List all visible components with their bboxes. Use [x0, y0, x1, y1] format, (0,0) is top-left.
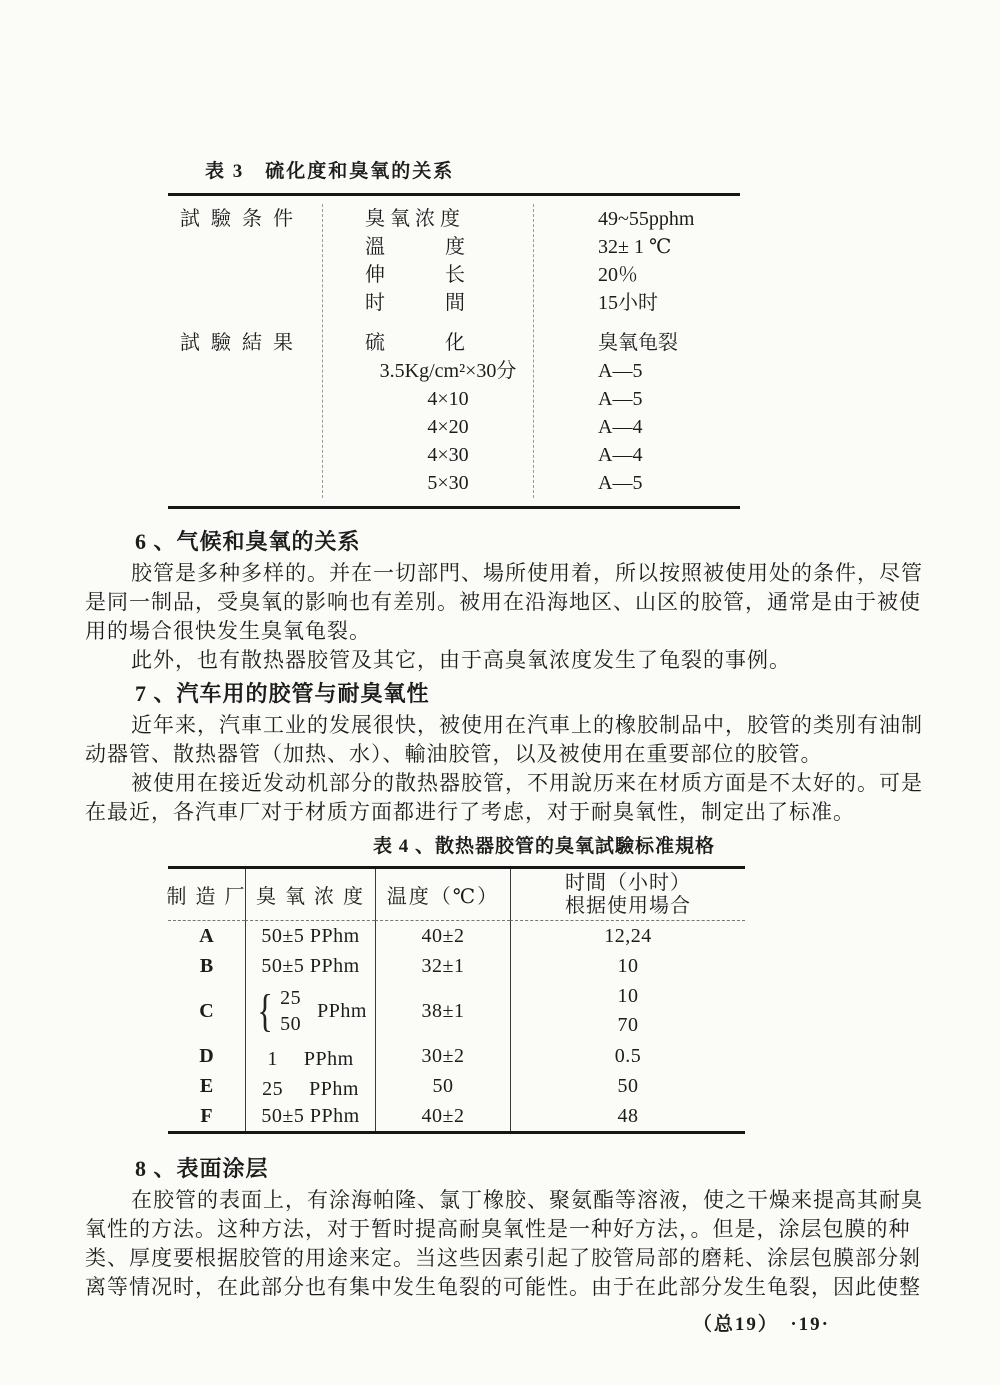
time-hours: 10	[617, 985, 639, 1007]
table3-group-results: 試 驗 結 果	[180, 332, 296, 354]
table3-parameter: 硫 化	[365, 332, 465, 354]
table3-vulcanization-condition: 3.5Kg/cm²×30分	[379, 360, 517, 382]
table4-header-row	[168, 869, 745, 921]
table4-header-time-line2: 根据使用場合	[565, 894, 691, 917]
table-row	[168, 981, 745, 1041]
time-hours: 70	[617, 1014, 639, 1036]
table3-parameter: 臭 氧 浓 度	[365, 208, 460, 230]
ozone-concentration: 50±5 PPhm	[261, 1104, 360, 1127]
table4-header-time	[565, 872, 691, 918]
table-row	[168, 951, 745, 981]
paragraph-line: 此外，也有散热器胶管及其它，由于高臭氧浓度发生了龟裂的事例。	[131, 648, 791, 672]
ozone-concentration: 50±5 PPhm	[261, 924, 360, 947]
table3-value: 臭氧龟裂	[598, 332, 678, 354]
table3-parameter: 溫 度	[365, 236, 465, 258]
paragraph-line: 被使用在接近发动机部分的散热器胶管，不用說历来在材质方面是不太好的。可是	[131, 771, 923, 795]
table-row	[168, 205, 740, 233]
factory-id: C	[199, 999, 214, 1022]
table3-caption: 表 3 硫化度和臭氧的关系	[205, 161, 455, 182]
table-row	[168, 1101, 745, 1131]
table-row	[168, 329, 740, 357]
table-row	[168, 289, 740, 317]
time-hours: 0.5	[614, 1044, 642, 1067]
table-row	[168, 357, 740, 385]
table4-body	[168, 866, 745, 1134]
brace-glyph: {	[257, 985, 273, 1036]
ozone-concentration: 1 PPhm	[267, 1047, 354, 1070]
paragraph-line: 用的場合很快发生臭氧龟裂。	[85, 619, 371, 643]
table-row	[168, 1071, 745, 1101]
paragraph-line: 近年来，汽車工业的发展很快，被使用在汽車上的橡胶制品中，胶管的类別有油制	[131, 713, 923, 737]
table3-crack-rating: A—5	[598, 388, 643, 410]
table-row	[168, 441, 740, 469]
factory-id: B	[199, 954, 214, 977]
ozone-concentration: 25	[280, 987, 302, 1009]
table4-header-concentration: 臭 氧 浓 度	[256, 886, 365, 908]
section6-paragraph	[85, 559, 960, 675]
time-hours: 12,24	[604, 924, 652, 947]
table3-crack-rating: A—5	[598, 472, 643, 494]
time-hours: 10	[617, 954, 639, 977]
table4-header-factory: 制 造 厂	[166, 886, 247, 908]
time-hours: 50	[617, 1074, 639, 1097]
section8-paragraph	[85, 1186, 960, 1302]
paragraph-line: 胶管是多种多样的。并在一切部門、場所使用着，所以按照被使用处的条件，尽管	[131, 561, 923, 585]
table3-crack-rating: A—5	[598, 360, 643, 382]
table4-header-time-line1: 时間（小时）	[565, 871, 691, 894]
paragraph-line: 类、厚度要根据胶管的用途来定。当这些因素引起了胶管局部的磨耗、涂层包膜部分剝	[85, 1246, 921, 1270]
paragraph-line: 在胶管的表面上，有涂海帕隆、氯丁橡胶、聚氨酯等溶液，使之干燥来提高其耐臭	[131, 1188, 923, 1212]
table-row	[168, 469, 740, 497]
table-row	[168, 233, 740, 261]
table3-parameter: 伸 长	[365, 264, 465, 286]
paragraph-line: 是同一制品，受臭氧的影响也有差別。被用在沿海地区、山区的胶管，通常是由于被使	[85, 590, 921, 614]
table3-crack-rating: A—4	[598, 444, 643, 466]
factory-id: A	[199, 924, 214, 947]
concentration-unit: PPhm	[317, 999, 367, 1022]
table3-value: 32± 1 ℃	[598, 236, 672, 258]
table4-caption: 表 4 、散热器胶管的臭氧試驗标准規格	[373, 836, 716, 857]
section7-paragraph	[85, 711, 960, 827]
table3-body	[168, 193, 740, 509]
ozone-concentration: 50±5 PPhm	[261, 954, 360, 977]
table3-value: 49~55pphm	[598, 208, 695, 230]
temperature: 50	[432, 1074, 454, 1097]
temperature: 40±2	[421, 1104, 465, 1127]
factory-id: F	[200, 1104, 213, 1127]
ozone-concentration: 50	[280, 1013, 302, 1035]
time-hours: 48	[617, 1104, 639, 1127]
table-row	[168, 385, 740, 413]
temperature: 30±2	[421, 1044, 465, 1067]
table-row	[168, 413, 740, 441]
page-number: （总19） ·19·	[692, 1314, 830, 1335]
ozone-concentration: 25 PPhm	[262, 1077, 359, 1100]
section6-heading: 6 、气候和臭氧的关系	[135, 529, 361, 554]
temperature: 40±2	[421, 924, 465, 947]
time-hours-options	[618, 982, 639, 1040]
table3-vulcanization-condition: 4×10	[427, 388, 469, 410]
ozone-concentration-options	[280, 985, 301, 1037]
table-row	[168, 261, 740, 289]
paragraph-line: 氧性的方法。这种方法，对于暂时提高耐臭氧性是一种好方法，。但是，涂层包膜的种	[85, 1217, 911, 1241]
table4-header-temperature: 温度（℃）	[386, 886, 500, 908]
table3-crack-rating: A—4	[598, 416, 643, 438]
table-row	[168, 921, 745, 951]
temperature: 38±1	[421, 999, 465, 1022]
paragraph-line: 动器管、散热器管（加热、水）、輸油胶管，以及被使用在重要部位的胶管。	[85, 742, 823, 766]
factory-id: E	[199, 1074, 214, 1097]
table3-group-conditions: 試 驗 条 件	[180, 208, 296, 230]
paragraph-line: 离等情况时，在此部分也有集中发生龟裂的可能性。由于在此部分发生龟裂，因此使整	[85, 1275, 921, 1299]
table3-vulcanization-condition: 4×30	[427, 444, 469, 466]
table4	[168, 831, 745, 1134]
section8-heading: 8 、表面涂层	[135, 1156, 269, 1181]
table3-value: 20％	[598, 264, 638, 286]
table3	[168, 156, 740, 509]
table-row	[168, 1041, 745, 1071]
table3-value: 15小时	[598, 292, 658, 314]
table3-vulcanization-condition: 4×20	[427, 416, 469, 438]
section7-heading: 7 、汽车用的胶管与耐臭氧性	[135, 681, 430, 706]
table3-vulcanization-condition: 5×30	[427, 472, 469, 494]
temperature: 32±1	[421, 954, 465, 977]
table3-parameter: 时 間	[365, 292, 465, 314]
factory-id: D	[199, 1044, 214, 1067]
paragraph-line: 在最近，各汽車厂对于材质方面都进行了考虑，对于耐臭氧性，制定出了标准。	[85, 800, 855, 824]
